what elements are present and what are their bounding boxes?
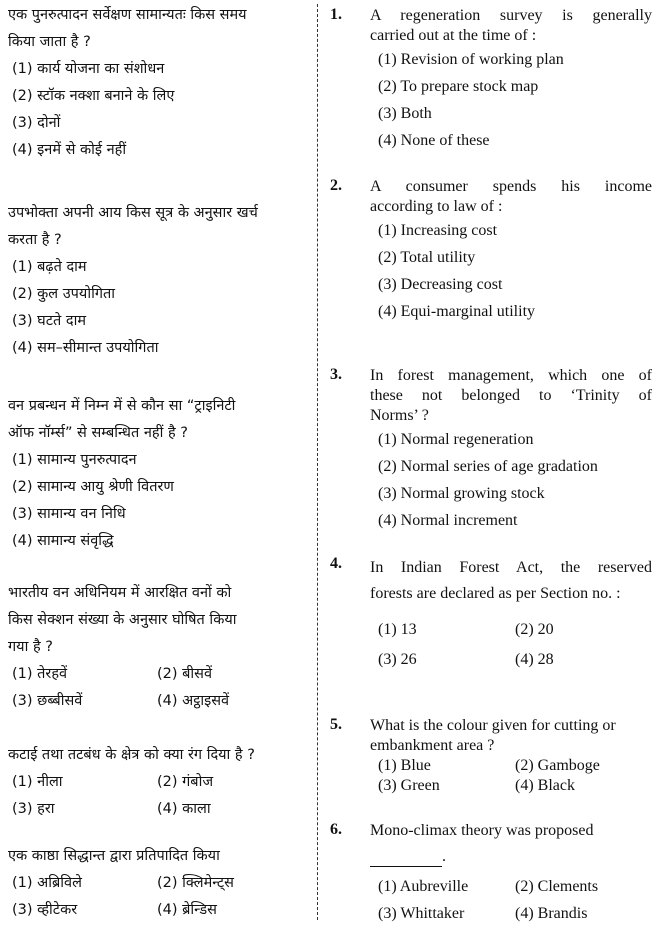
option-4: (4) सम–सीमान्त उपयोगिता xyxy=(12,340,159,356)
option-2: (2) क्लिमेन्ट्स xyxy=(157,875,234,891)
option-2: (2) गंबोज xyxy=(157,774,214,790)
question-stem-line: What is the colour given for cutting or xyxy=(370,717,616,734)
option-3: (3) Normal growing stock xyxy=(378,485,545,502)
option-4: (4) Equi-marginal utility xyxy=(378,303,536,320)
question-stem-line: embankment area ? xyxy=(370,737,495,754)
option-3: (3) सामान्य वन निधि xyxy=(12,506,126,522)
option-1: (1) अब्रिविले xyxy=(12,875,82,891)
option-1: (1) Revision of working plan xyxy=(378,51,564,68)
question-number: 3. xyxy=(330,366,342,383)
option-1: (1) कार्य योजना का संशोधन xyxy=(12,61,165,77)
option-1: (1) नीला xyxy=(12,774,63,790)
question-stem-line: according to law of : xyxy=(370,198,503,215)
option-1: (1) 13 xyxy=(378,621,417,638)
english-column xyxy=(330,0,652,924)
question-stem-line: A regeneration survey is generally xyxy=(370,7,652,24)
question-stem-line: In Indian Forest Act, the reserved xyxy=(370,559,652,576)
option-3: (3) Decreasing cost xyxy=(378,276,503,293)
question-number: 4. xyxy=(330,555,342,572)
option-3: (3) 26 xyxy=(378,651,417,668)
hindi-question-1 xyxy=(0,2,312,164)
question-stem-line: एक पुनरुत्पादन सर्वेक्षण सामान्यतः किस समय xyxy=(8,7,247,23)
question-stem-line: किया जाता है ? xyxy=(8,34,91,50)
option-4: (4) Black xyxy=(515,777,575,794)
question-number: 6. xyxy=(330,821,342,838)
option-2: (2) बीसवें xyxy=(157,666,213,682)
hindi-column xyxy=(0,0,312,924)
option-2: (2) स्टॉक नक्शा बनाने के लिए xyxy=(12,88,175,104)
hindi-question-6 xyxy=(0,843,312,924)
option-3: (3) व्हीटेकर xyxy=(12,902,78,918)
option-4: (4) None of these xyxy=(378,132,490,149)
question-stem-line: गया है ? xyxy=(8,639,53,655)
option-4: (4) 28 xyxy=(515,651,554,668)
option-1: (1) Normal regeneration xyxy=(378,431,534,448)
option-4: (4) इनमें से कोई नहीं xyxy=(12,142,127,158)
answer-blank xyxy=(370,848,442,867)
question-stem-line: करता है ? xyxy=(8,232,62,248)
english-question-6 xyxy=(330,821,652,927)
option-2: (2) Gamboge xyxy=(515,757,600,774)
option-1: (1) बढ़ते दाम xyxy=(12,259,87,275)
option-3: (3) दोनों xyxy=(12,115,61,131)
question-number: 1. xyxy=(330,6,342,23)
question-stem-line: A consumer spends his income xyxy=(370,178,652,195)
question-stem-line: कटाई तथा तटबंध के क्षेत्र को क्या रंग दिया है ? xyxy=(8,747,255,763)
question-number: 2. xyxy=(330,177,342,194)
option-3: (3) घटते दाम xyxy=(12,313,87,329)
english-question-1 xyxy=(330,6,652,154)
option-4: (4) Normal increment xyxy=(378,512,518,529)
option-2: (2) सामान्य आयु श्रेणी वितरण xyxy=(12,479,174,495)
option-2: (2) To prepare stock map xyxy=(378,78,539,95)
option-1: (1) Aubreville xyxy=(378,878,469,895)
column-divider xyxy=(317,4,318,920)
option-1: (1) तेरहवें xyxy=(12,666,68,682)
question-stem-line: In forest management, which one of xyxy=(370,367,652,384)
question-stem-line: ऑफ नॉर्म्स” से सम्बन्धित नहीं है ? xyxy=(8,425,188,441)
option-2: (2) Clements xyxy=(515,878,599,895)
question-stem-line: भारतीय वन अधिनियम में आरक्षित वनों को xyxy=(8,585,232,601)
question-stem-line: these not belonged to ‘Trinity of xyxy=(370,387,652,404)
hindi-question-3 xyxy=(0,393,312,555)
question-stem-line: एक काष्ठा सिद्धान्त द्वारा प्रतिपादित किया xyxy=(8,848,220,864)
option-1: (1) Blue xyxy=(378,757,431,774)
hindi-question-5 xyxy=(0,742,312,823)
option-2: (2) Total utility xyxy=(378,249,476,266)
question-stem-line: Mono-climax theory was proposed xyxy=(370,822,594,839)
fill-in-blank-line xyxy=(330,847,652,867)
option-4: (4) Brandis xyxy=(515,905,588,922)
english-question-4 xyxy=(330,555,652,675)
english-question-5 xyxy=(330,716,652,796)
option-4: (4) अट्ठाइसवें xyxy=(157,693,230,709)
option-3: (3) Green xyxy=(378,777,440,794)
question-stem-line: Norms’ ? xyxy=(370,407,429,424)
option-3: (3) हरा xyxy=(12,801,55,817)
question-number: 5. xyxy=(330,716,342,733)
option-2: (2) 20 xyxy=(515,621,554,638)
question-stem-line: forests are declared as per Section no. : xyxy=(370,585,621,602)
question-stem-line: वन प्रबन्धन में निम्न में से कौन सा “ट्राइनिटी xyxy=(8,398,236,414)
option-3: (3) Both xyxy=(378,105,432,122)
hindi-question-2 xyxy=(0,200,312,362)
option-3: (3) छब्बीसवें xyxy=(12,693,83,709)
option-2: (2) कुल उपयोगिता xyxy=(12,286,116,302)
blank-suffix: . xyxy=(442,848,446,865)
option-1: (1) Increasing cost xyxy=(378,222,498,239)
option-4: (4) ब्रेन्डिस xyxy=(157,902,217,918)
english-question-2 xyxy=(330,177,652,325)
question-stem-line: carried out at the time of : xyxy=(370,27,537,44)
option-2: (2) Normal series of age gradation xyxy=(378,458,598,475)
option-3: (3) Whittaker xyxy=(378,905,465,922)
english-question-3 xyxy=(330,366,652,534)
question-stem-line: उपभोक्ता अपनी आय किस सूत्र के अनुसार खर्च xyxy=(8,205,258,221)
question-stem-line: किस सेक्शन संख्या के अनुसार घोषित किया xyxy=(8,612,237,628)
option-1: (1) सामान्य पुनरुत्पादन xyxy=(12,452,137,468)
option-4: (4) सामान्य संवृद्धि xyxy=(12,533,114,549)
hindi-question-4 xyxy=(0,580,312,715)
option-4: (4) काला xyxy=(157,801,211,817)
